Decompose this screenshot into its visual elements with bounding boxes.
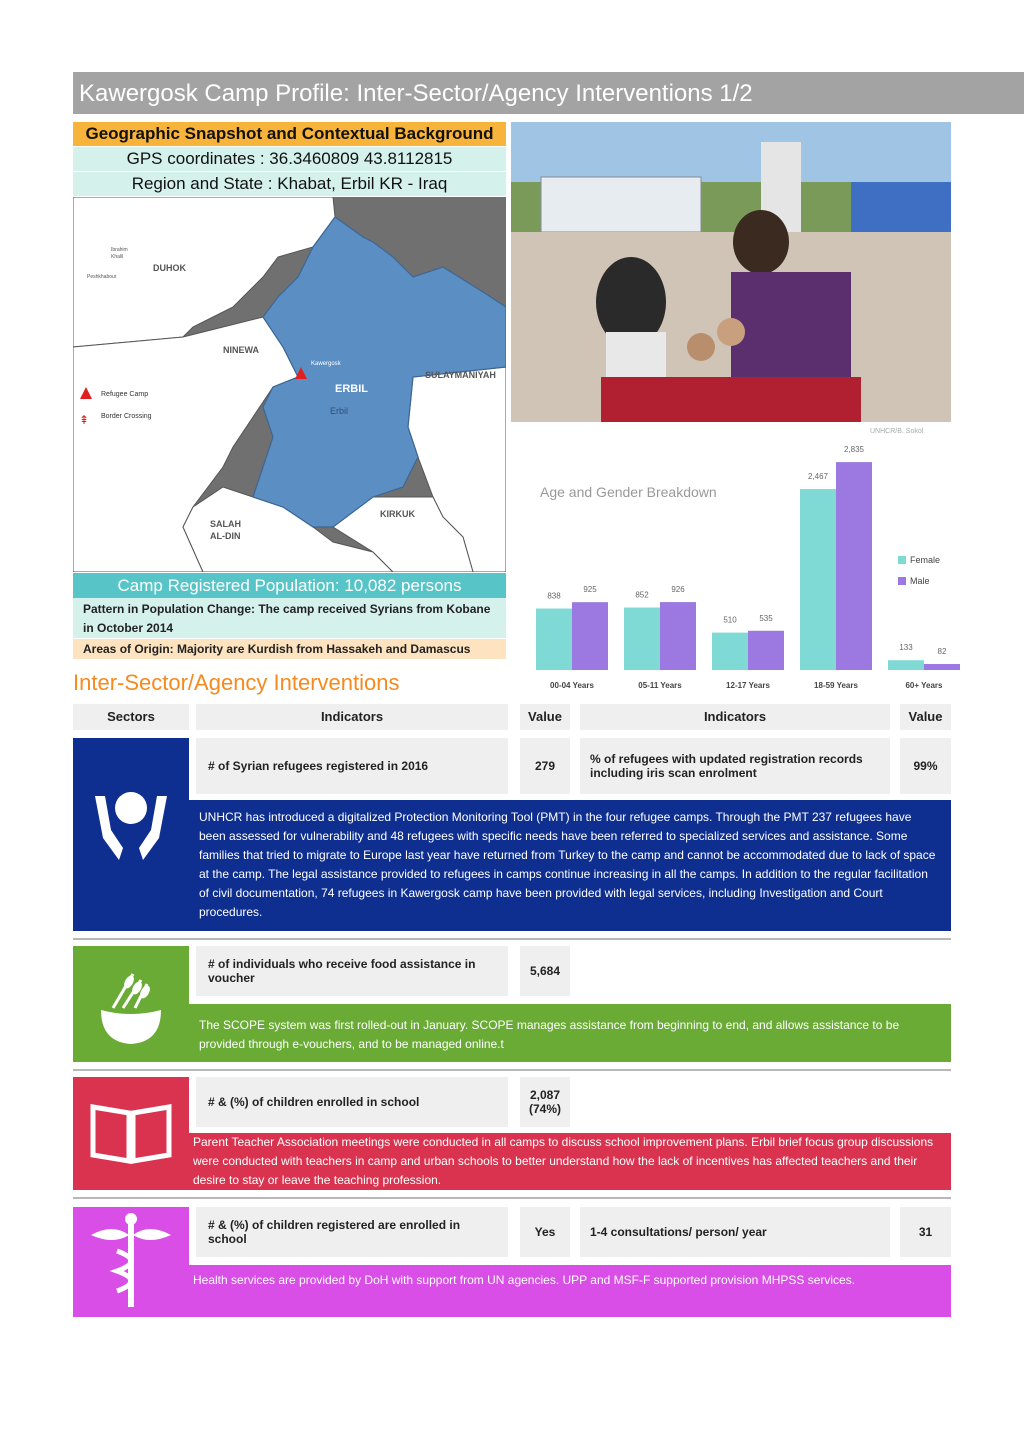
food-sector [73,946,189,1062]
map-label-aldin: AL-DIN [210,531,241,541]
map-label-sulaymaniyah: SULAYMANIYAH [425,370,496,380]
category-label-0: 00-04 Years [550,681,594,690]
health-indicator-1: # & (%) of children registered are enrolled in school [196,1207,508,1257]
border-crossing-icon: ⇞ [79,413,90,427]
category-label-3: 18-59 Years [814,681,858,690]
age-gender-chart [520,430,960,692]
region-map [73,197,506,572]
legend-male [898,576,930,586]
protection-sector [73,738,189,931]
population-pattern: Pattern in Population Change: The camp received Syrians from Kobane in October 2014 [73,598,506,638]
bar-male-4 [924,664,960,670]
map-label-kawergosk: Kawergosk [311,361,341,367]
protection-indicator-2: % of refugees with updated registration records including iris scan enrolment [580,738,890,794]
bar-female-0 [536,609,572,670]
data-label-female-4: 133 [899,643,913,653]
protection-value-1: 279 [520,738,570,794]
region-state: Region and State : Khabat, Erbil KR - Iraq [73,172,506,196]
education-sector [73,1077,189,1190]
bar-male-1 [660,602,696,670]
legend-female-label: Female [910,555,941,565]
protection-description: UNHCR has introduced a digitalized Protection Monitoring Tool (PMT) in the four refugee camps. Through the PMT 237 refugees have been assessed for vulnerability and 48 refugees with specific needs have been referred to specialized services and assistance. Some families that tried to migrate to Europe last year have returned from Turkey to the camp and cannot be accommodated due to lack of space at the camp. The legal assistance provided to refugees in camps continue increasing in all the camps. In addition to the regular facilitation of civil documentation, 74 refugees in Kawergosk camp have been provided with legal services, including Investigation and Court procedures. [189,800,951,931]
map-label-kirkuk: KIRKUK [380,509,415,519]
map-label-ninewa: NINEWA [223,345,259,355]
protection-icon [73,748,189,868]
camp-photo [511,122,951,422]
header-value: Value [520,704,570,730]
protection-value-2: 99% [900,738,951,794]
gps-coordinates: GPS coordinates : 36.3460809 43.8112815 [73,147,506,171]
legend-refugee-camp: Refugee Camp [101,391,149,398]
header-indicators: Indicators [196,704,508,730]
data-label-female-0: 838 [547,591,561,601]
page-title: Kawergosk Camp Profile: Inter-Sector/Agency Interventions 1/2 [73,72,1024,114]
health-indicator-2: 1-4 consultations/ person/ year [580,1207,890,1257]
bar-female-2 [712,633,748,670]
map-label-ibrahim: Ibrahim [111,247,128,253]
chart-title: Age and Gender Breakdown [540,484,717,500]
bar-female-3 [800,489,836,670]
food-value-1: 5,684 [520,946,570,996]
data-label-female-3: 2,467 [807,472,829,482]
legend-female-swatch [898,556,906,564]
caduceus-icon [73,1207,189,1317]
food-indicator-1: # of individuals who receive food assistance in voucher [196,946,508,996]
map-label-khalil: Khalil [111,254,124,260]
map-label-erbil-city: Erbil [330,406,349,416]
header-indicators-2: Indicators [580,704,890,730]
data-label-male-3: 2,835 [843,445,865,455]
data-label-male-2: 535 [759,613,773,623]
header-value-2: Value [900,704,951,730]
map-label-peshkhabour: Peshkhabour [87,274,117,280]
map-label-salah: SALAH [210,519,241,529]
bar-female-4 [888,660,924,670]
education-description: Parent Teacher Association meetings were conducted in all camps to discuss school improvement plans. Erbil brief focus group discussions were conducted with teachers in camp and urban schools to better understand how the lack of incentives has affected teachers and their desire to stay or leave the teaching profession. [189,1133,951,1190]
category-label-4: 60+ Years [905,681,943,690]
data-label-female-2: 510 [723,615,737,625]
health-sector [73,1207,189,1317]
map-svg [73,197,506,572]
bar-female-1 [624,608,660,670]
data-label-male-1: 926 [671,585,685,595]
legend-male-swatch [898,577,906,585]
health-value-2: 31 [900,1207,951,1257]
food-icon [73,946,189,1062]
education-indicator-1: # & (%) of children enrolled in school [196,1077,508,1127]
health-description: Health services are provided by DoH with support from UN agencies. UPP and MSF-F supported provision MHPSS services. [189,1265,951,1317]
data-label-male-4: 82 [937,646,947,656]
education-value-1: 2,087 (74%) [520,1077,570,1127]
food-description: The SCOPE system was first rolled-out in January. SCOPE manages assistance from beginning to end, and allows assistance to be provided through e-vouchers, and to be managed online.t [189,1004,951,1062]
data-label-female-1: 852 [635,590,649,600]
data-label-male-0: 925 [583,585,597,595]
legend-male-label: Male [910,576,930,586]
bar-male-3 [836,462,872,670]
map-label-duhok: DUHOK [153,263,186,273]
category-label-2: 12-17 Years [726,681,770,690]
protection-indicator-1: # of Syrian refugees registered in 2016 [196,738,508,794]
divider [73,1069,951,1071]
health-value-1: Yes [520,1207,570,1257]
book-icon [73,1077,189,1190]
divider [73,1197,951,1199]
map-label-erbil: ERBIL [335,383,368,395]
bar-male-2 [748,631,784,670]
legend-border-crossing: Border Crossing [101,413,152,420]
bar-male-0 [572,602,608,670]
population-heading: Camp Registered Population: 10,082 persons [73,573,506,598]
legend-female [898,555,940,565]
header-sectors: Sectors [73,704,189,730]
photo-credit: UNHCR/B. Sokol [870,428,924,435]
population-origin: Areas of Origin: Majority are Kurdish from Hassakeh and Damascus [73,639,506,659]
interventions-heading: Inter-Sector/Agency Interventions [73,670,400,695]
category-label-1: 05-11 Years [638,681,682,690]
divider [73,938,951,940]
snapshot-heading: Geographic Snapshot and Contextual Background [73,122,506,146]
